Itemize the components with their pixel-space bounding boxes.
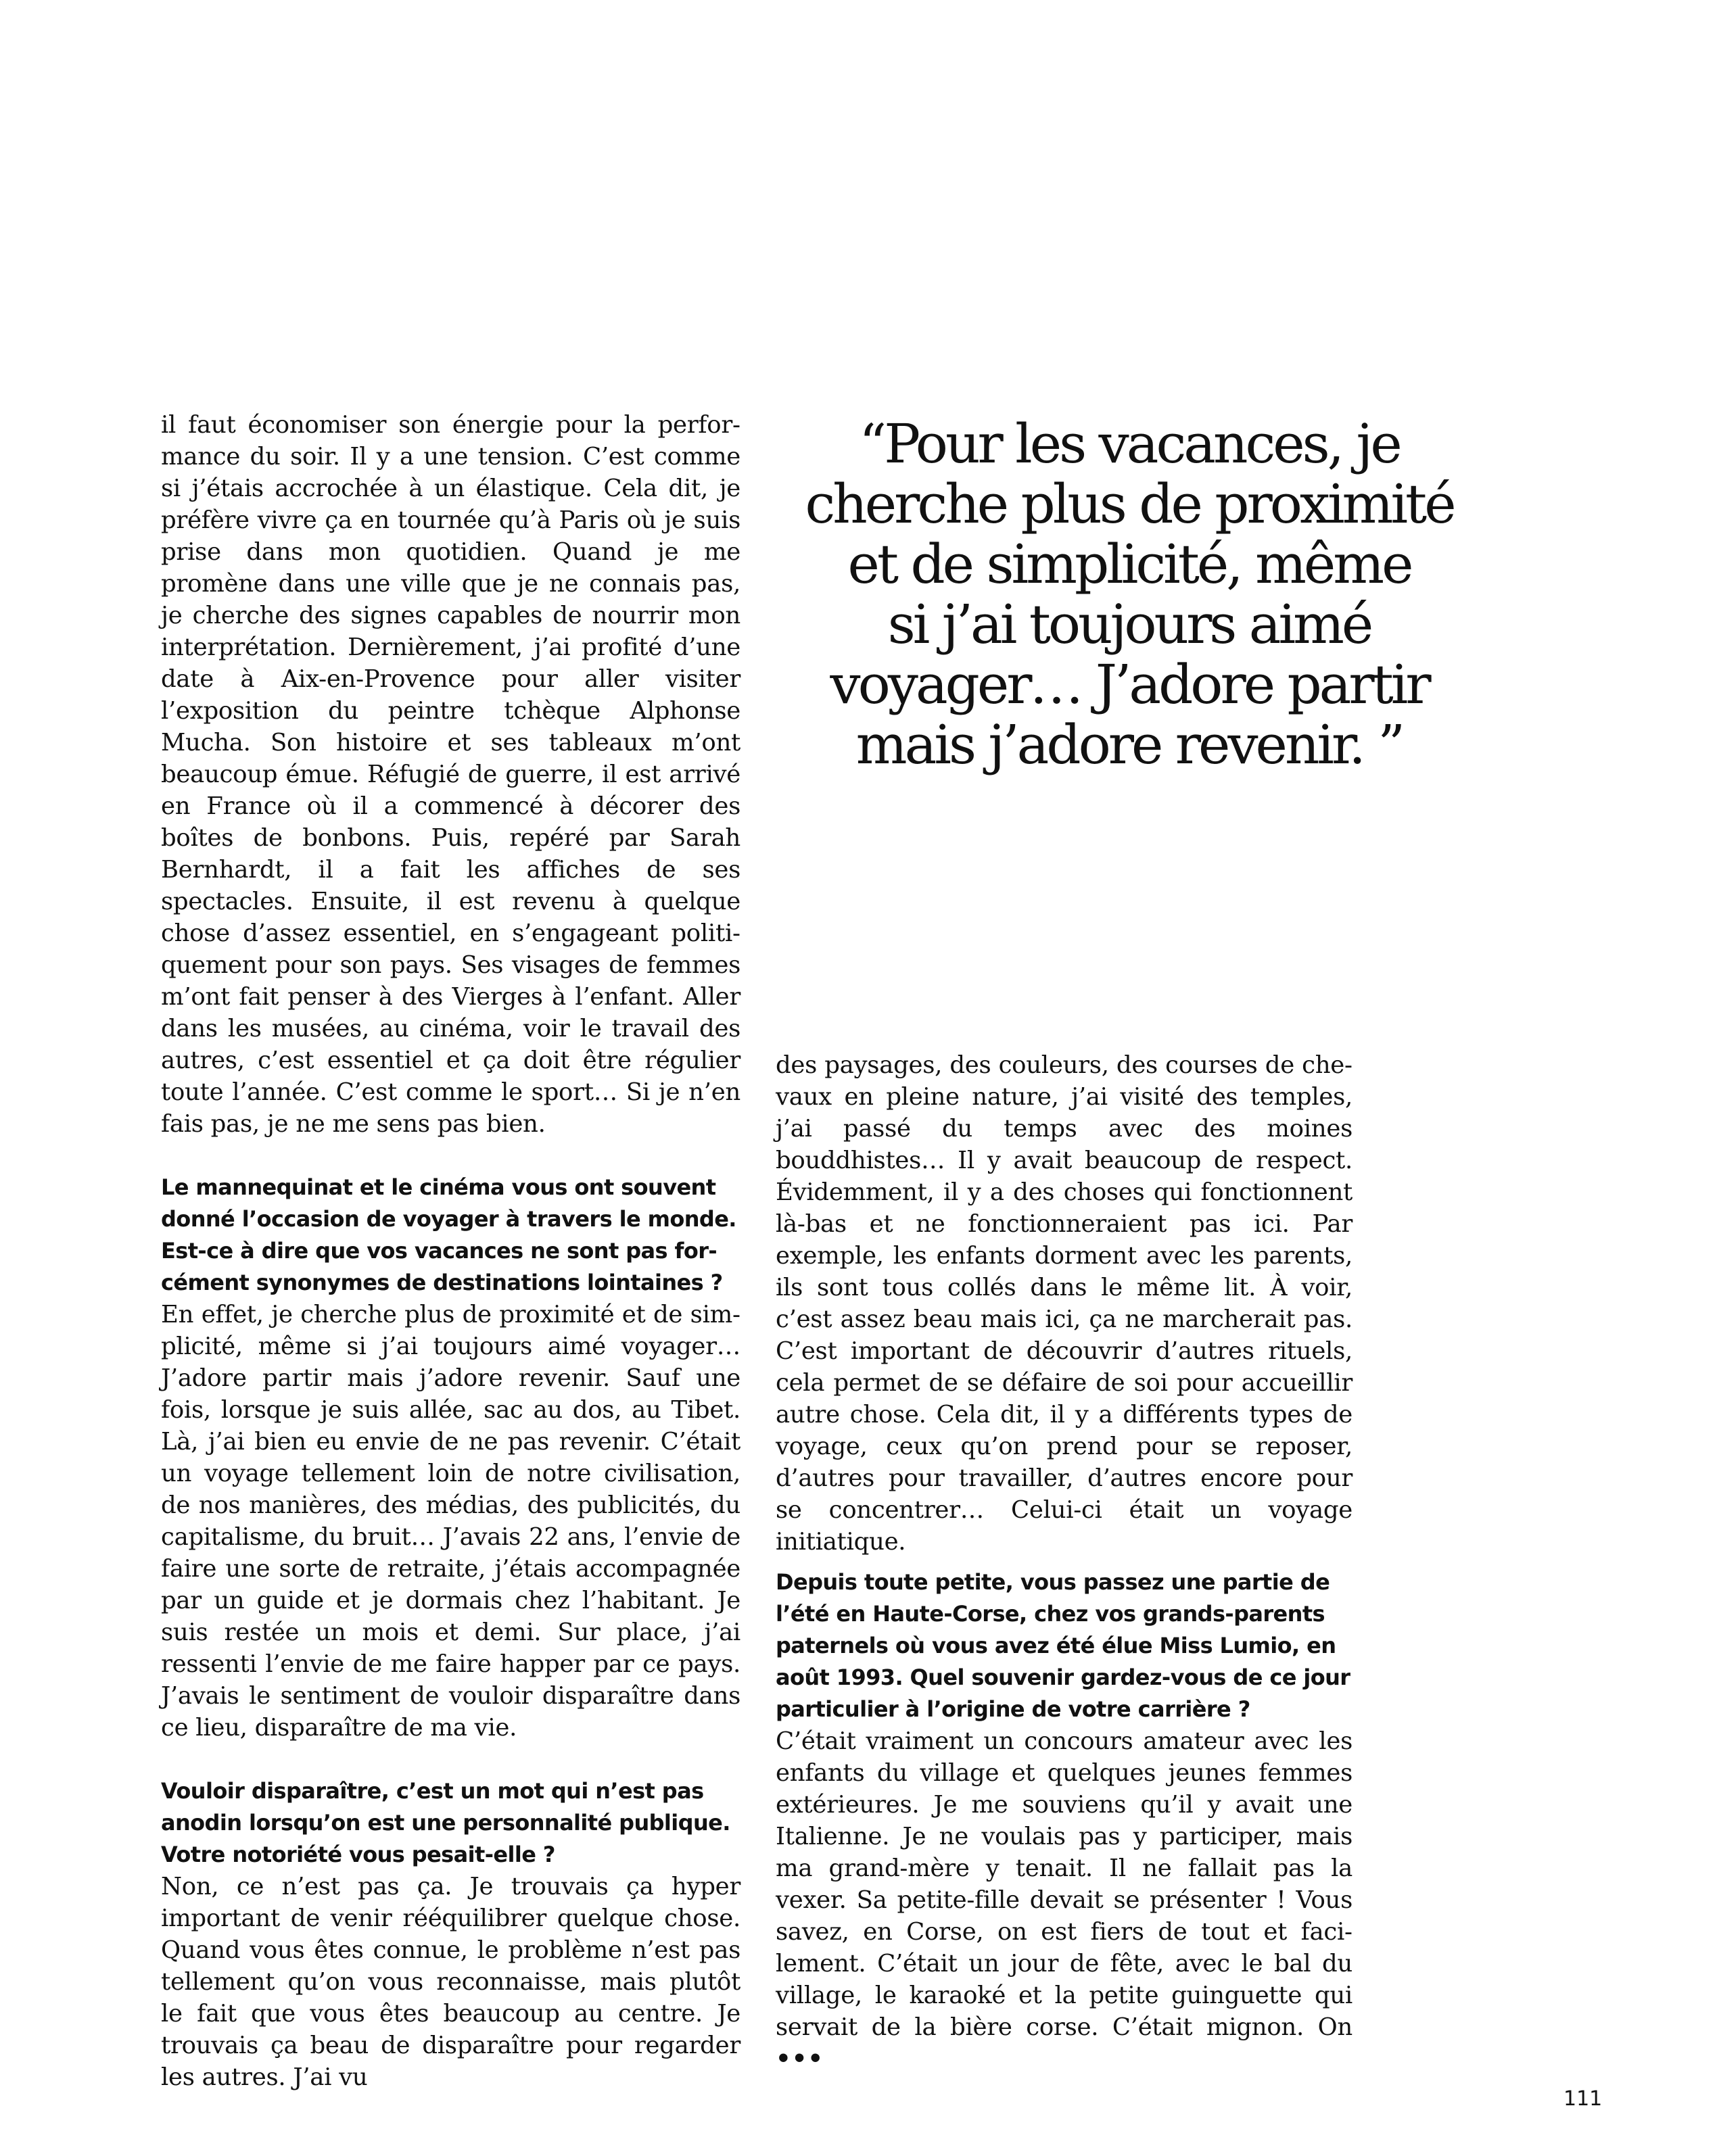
pull-quote bbox=[771, 414, 1488, 775]
pull-quote-line: cherche plus de proximité bbox=[805, 473, 1454, 535]
interview-answer: En effet, je cherche plus de proximité et de simplicité, même si j’ai toujours aimé voyager… J’adore partir mais j’adore revenir. Sauf une fois, lorsque je suis allée, sac au dos, au Tibet. Là, j’ai bien eu envie de ne pas revenir. C’était un voyage tellement loin de notre civilisation, de nos manières, des médias, des publicités, du capitalisme, du bruit… J’avais 22 ans, l’envie de faire une sorte de retraite, j’étais accompagnée par un guide et je dormais chez l’habitant. Je suis restée un mois et demi. Sur place, j’ai ressenti l’envie de me faire happer par ce pays. J’avais le sentiment de vouloir disparaître dans ce lieu, disparaître de ma vie. bbox=[161, 1301, 740, 1742]
interview-question: Vouloir disparaître, c’est un mot qui n’est pas anodin lorsqu’on est une personnalité publique. Votre notoriété vous pesait-elle ? bbox=[161, 1778, 730, 1867]
continuation-marker: ••• bbox=[776, 2045, 824, 2073]
interview-answer bbox=[776, 1725, 1353, 2075]
left-text-column bbox=[161, 409, 740, 2093]
right-text-column bbox=[776, 1049, 1353, 1558]
interview-question: Depuis toute petite, vous passez une partie de l’été en Haute-Corse, chez vos grands-parents paternels où vous avez été élue Miss Lumio, en août 1993. Quel souvenir gardez-vous de ce jour particulier à l’origine de votre carrière ? bbox=[776, 1569, 1350, 1722]
pull-quote-line: si j’ai toujours aimé bbox=[887, 593, 1371, 656]
pull-quote-line: “Pour les vacances, je bbox=[859, 412, 1400, 475]
interview-answer: Non, ce n’est pas ça. Je trouvais ça hyper important de venir rééquilibrer quelque chose. Quand vous êtes connue, le problème n’est pas tellement qu’on vous reconnaisse, mais plutôt le fait que vous êtes beaucoup au centre. Je trouvais ça beau de disparaître pour regarder les autres. J’ai vu bbox=[161, 1873, 740, 2091]
body-paragraph: il faut économiser son énergie pour la performance du soir. Il y a une tension. C’est comme si j’étais accrochée à un élastique. Cela dit, je préfère vivre ça en tournée qu’à Paris où je suis prise dans mon quotidien. Quand je me promène dans une ville que je ne connais pas, je cherche des signes capables de nourrir mon interprétation. Dernièrement, j’ai profité d’une date à Aix-en-Provence pour aller visiter l’exposition du peintre tchèque Alphonse Mucha. Son histoire et ses tableaux m’ont beaucoup émue. Réfugié de guerre, il est arrivé en France où il a commencé à décorer des boîtes de bonbons. Puis, repéré par Sarah Bernhardt, il a fait les affiches de ses spectacles. Ensuite, il est revenu à quelque chose d’assez essentiel, en s’engageant politiquement pour son pays. Ses visages de femmes m’ont fait penser à des Vierges à l’enfant. Aller dans les musées, au cinéma, voir le travail des autres, c’est essentiel et ça doit être régulier toute l’année. C’est comme le sport… Si je n’en fais pas, je ne me sens pas bien. bbox=[161, 411, 740, 1138]
body-paragraph: des paysages, des couleurs, des courses de chevaux en pleine nature, j’ai visité des temples, j’ai passé du temps avec des moines bouddhistes… Il y avait beaucoup de respect. Évidemment, il y a des choses qui fonctionnent là-bas et ne fonctionneraient pas ici. Par exemple, les enfants dorment avec les parents, ils sont tous collés dans le même lit. À voir, c’est assez beau mais ici, ça ne marcherait pas. C’est important de découvrir d’autres rituels, cela permet de se défaire de soi pour accueillir autre chose. Cela dit, il y a différents types de voyage, ceux qu’on prend pour se reposer, d’autres pour travailler, d’autres encore pour se concentrer… Celui-ci était un voyage initiatique. bbox=[776, 1051, 1353, 1556]
right-text-column-continued bbox=[776, 1566, 1353, 2075]
answer-text: C’était vraiment un concours amateur avec les enfants du village et quelques jeunes femmes extérieures. Je me souviens qu’il y avait une Italienne. Je ne voulais pas y participer, mais ma grand-mère y tenait. Il ne fallait pas la vexer. Sa petite-fille devait se présenter ! Vous savez, en Corse, on est fiers de tout et facilement. C’était un jour de fête, avec le bal du village, le karaoké et la petite guinguette qui servait de la bière corse. C’était mignon. On bbox=[776, 1727, 1353, 2041]
pull-quote-line: voyager… J’adore partir bbox=[830, 653, 1429, 716]
interview-question: Le mannequinat et le cinéma vous ont souvent donné l’occasion de voyager à travers le monde. Est-ce à dire que vos vacances ne sont pas forcément synonymes de destinations lointaines ? bbox=[161, 1174, 736, 1295]
page-number: 111 bbox=[1563, 2087, 1603, 2111]
pull-quote-line: mais j’adore revenir. ” bbox=[855, 713, 1403, 776]
pull-quote-line: et de simplicité, même bbox=[847, 533, 1411, 596]
